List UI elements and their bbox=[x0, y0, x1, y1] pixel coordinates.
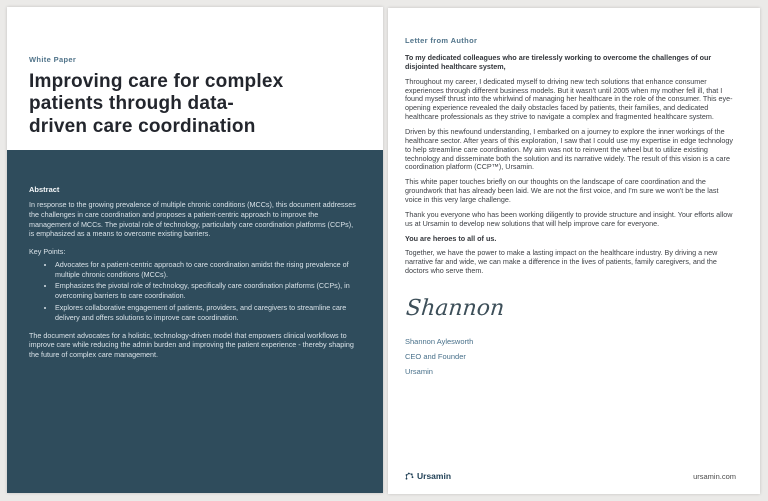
page-footer bbox=[405, 471, 736, 481]
abstract-heading: Abstract bbox=[29, 185, 60, 194]
abstract-intro: In response to the growing prevalence of multiple chronic conditions (MCCs), this document addresses the challenges in care coordination and proposes a patient-centric approach to improve the management of MCCs. The pivotal role of technology, particularly care coordination platforms (CCPs), is emphasized as a means to overcome existing barriers. bbox=[29, 200, 356, 239]
title-line-3: driven care coordination bbox=[29, 115, 256, 137]
key-point-3: • Explores collaborative engagement of patients, providers, and caregivers to streamline care delivery and offers solutions to improve care coordination. bbox=[55, 303, 359, 323]
signer-company: Ursamin bbox=[405, 367, 433, 377]
brand-name: Ursamin bbox=[417, 471, 452, 481]
key-points-list bbox=[29, 260, 359, 323]
website-link[interactable]: ursamin.com bbox=[693, 471, 736, 481]
key-points-label: Key Points: bbox=[29, 247, 66, 257]
right-page bbox=[388, 8, 760, 494]
abstract-closing: The document advocates for a holistic, technology-driven model that empowers clinical workflows to improve care while reducing the admin burden and improving the patient experience - thereby shaping the future of complex care management. bbox=[29, 330, 354, 360]
key-point-2: • Emphasizes the pivotal role of technology, specifically care coordination platforms (CCPs), in overcoming barriers to care coordination. bbox=[55, 281, 359, 301]
left-page bbox=[7, 7, 383, 493]
letter-paragraph-3: This white paper touches briefly on our thoughts on the landscape of care coordination and the groundwork that has already been laid. We are not the first voice, and I'm sure we won't be the last voice in this very large challenge. bbox=[405, 177, 719, 205]
title-line-1: Improving care for complex bbox=[29, 71, 284, 92]
ursamin-logo-icon bbox=[405, 472, 414, 481]
letter-paragraph-2: Driven by this newfound understanding, I embarked on a journey to explore the inner workings of the healthcare sector. After years of this exploration, I saw that I could use my expertise in edge technology to help streamline care coordination. My aim was not to reinvent the wheel but to utilize existing technology and disseminate both the solution and its narrative widely. The result of this vision is a care coordination platform (CCP™), Ursamin. bbox=[405, 127, 734, 172]
key-point-1: • Advocates for a patient-centric approach to care coordination amidst the rising prevalence of multiple chronic conditions (MCCs). bbox=[55, 260, 359, 280]
letter-heading: Letter from Author bbox=[405, 36, 478, 45]
document-type-label: White Paper bbox=[29, 55, 77, 64]
abstract-panel bbox=[7, 150, 383, 493]
letter-body bbox=[388, 8, 760, 376]
handwritten-signature: Shannon bbox=[405, 296, 506, 322]
title-line-2: patients through data- bbox=[29, 93, 234, 115]
letter-salutation: To my dedicated colleagues who are tirelessly working to overcome the challenges of our disjointed healthcare system, bbox=[405, 53, 712, 71]
signer-name: Shannon Aylesworth bbox=[405, 337, 474, 347]
letter-paragraph-1: Throughout my career, I dedicated myself to driving new tech solutions that enhance consumer experiences through different business models. But it wasn't until 2005 when my mother fell ill, that I found myself thrust into the whirlwind of managing her healthcare in the role of the consumer. This eye-opening experience revealed the daily obstacles faced by patients, their families, and dedicated healthcare professionals as they strive to navigate a complex and fragmented healthcare system. bbox=[405, 76, 733, 122]
letter-emphasis-line: You are heroes to all of us. bbox=[405, 233, 497, 243]
ursamin-logo bbox=[405, 471, 451, 481]
letter-paragraph-4: Thank you everyone who has been working diligently to provide structure and insight. Your efforts allow us at Ursamin to develop new solutions that will help improve care for everyone. bbox=[405, 209, 733, 228]
letter-closing-paragraph: Together, we have the power to make a lasting impact on the healthcare industry. By driving a new narrative far and wide, we can make a difference in the lives of patients, family caregivers, and the doctors who serve them. bbox=[405, 248, 718, 276]
title-block bbox=[7, 7, 383, 138]
signer-title: CEO and Founder bbox=[405, 352, 466, 362]
document-title bbox=[29, 71, 361, 138]
